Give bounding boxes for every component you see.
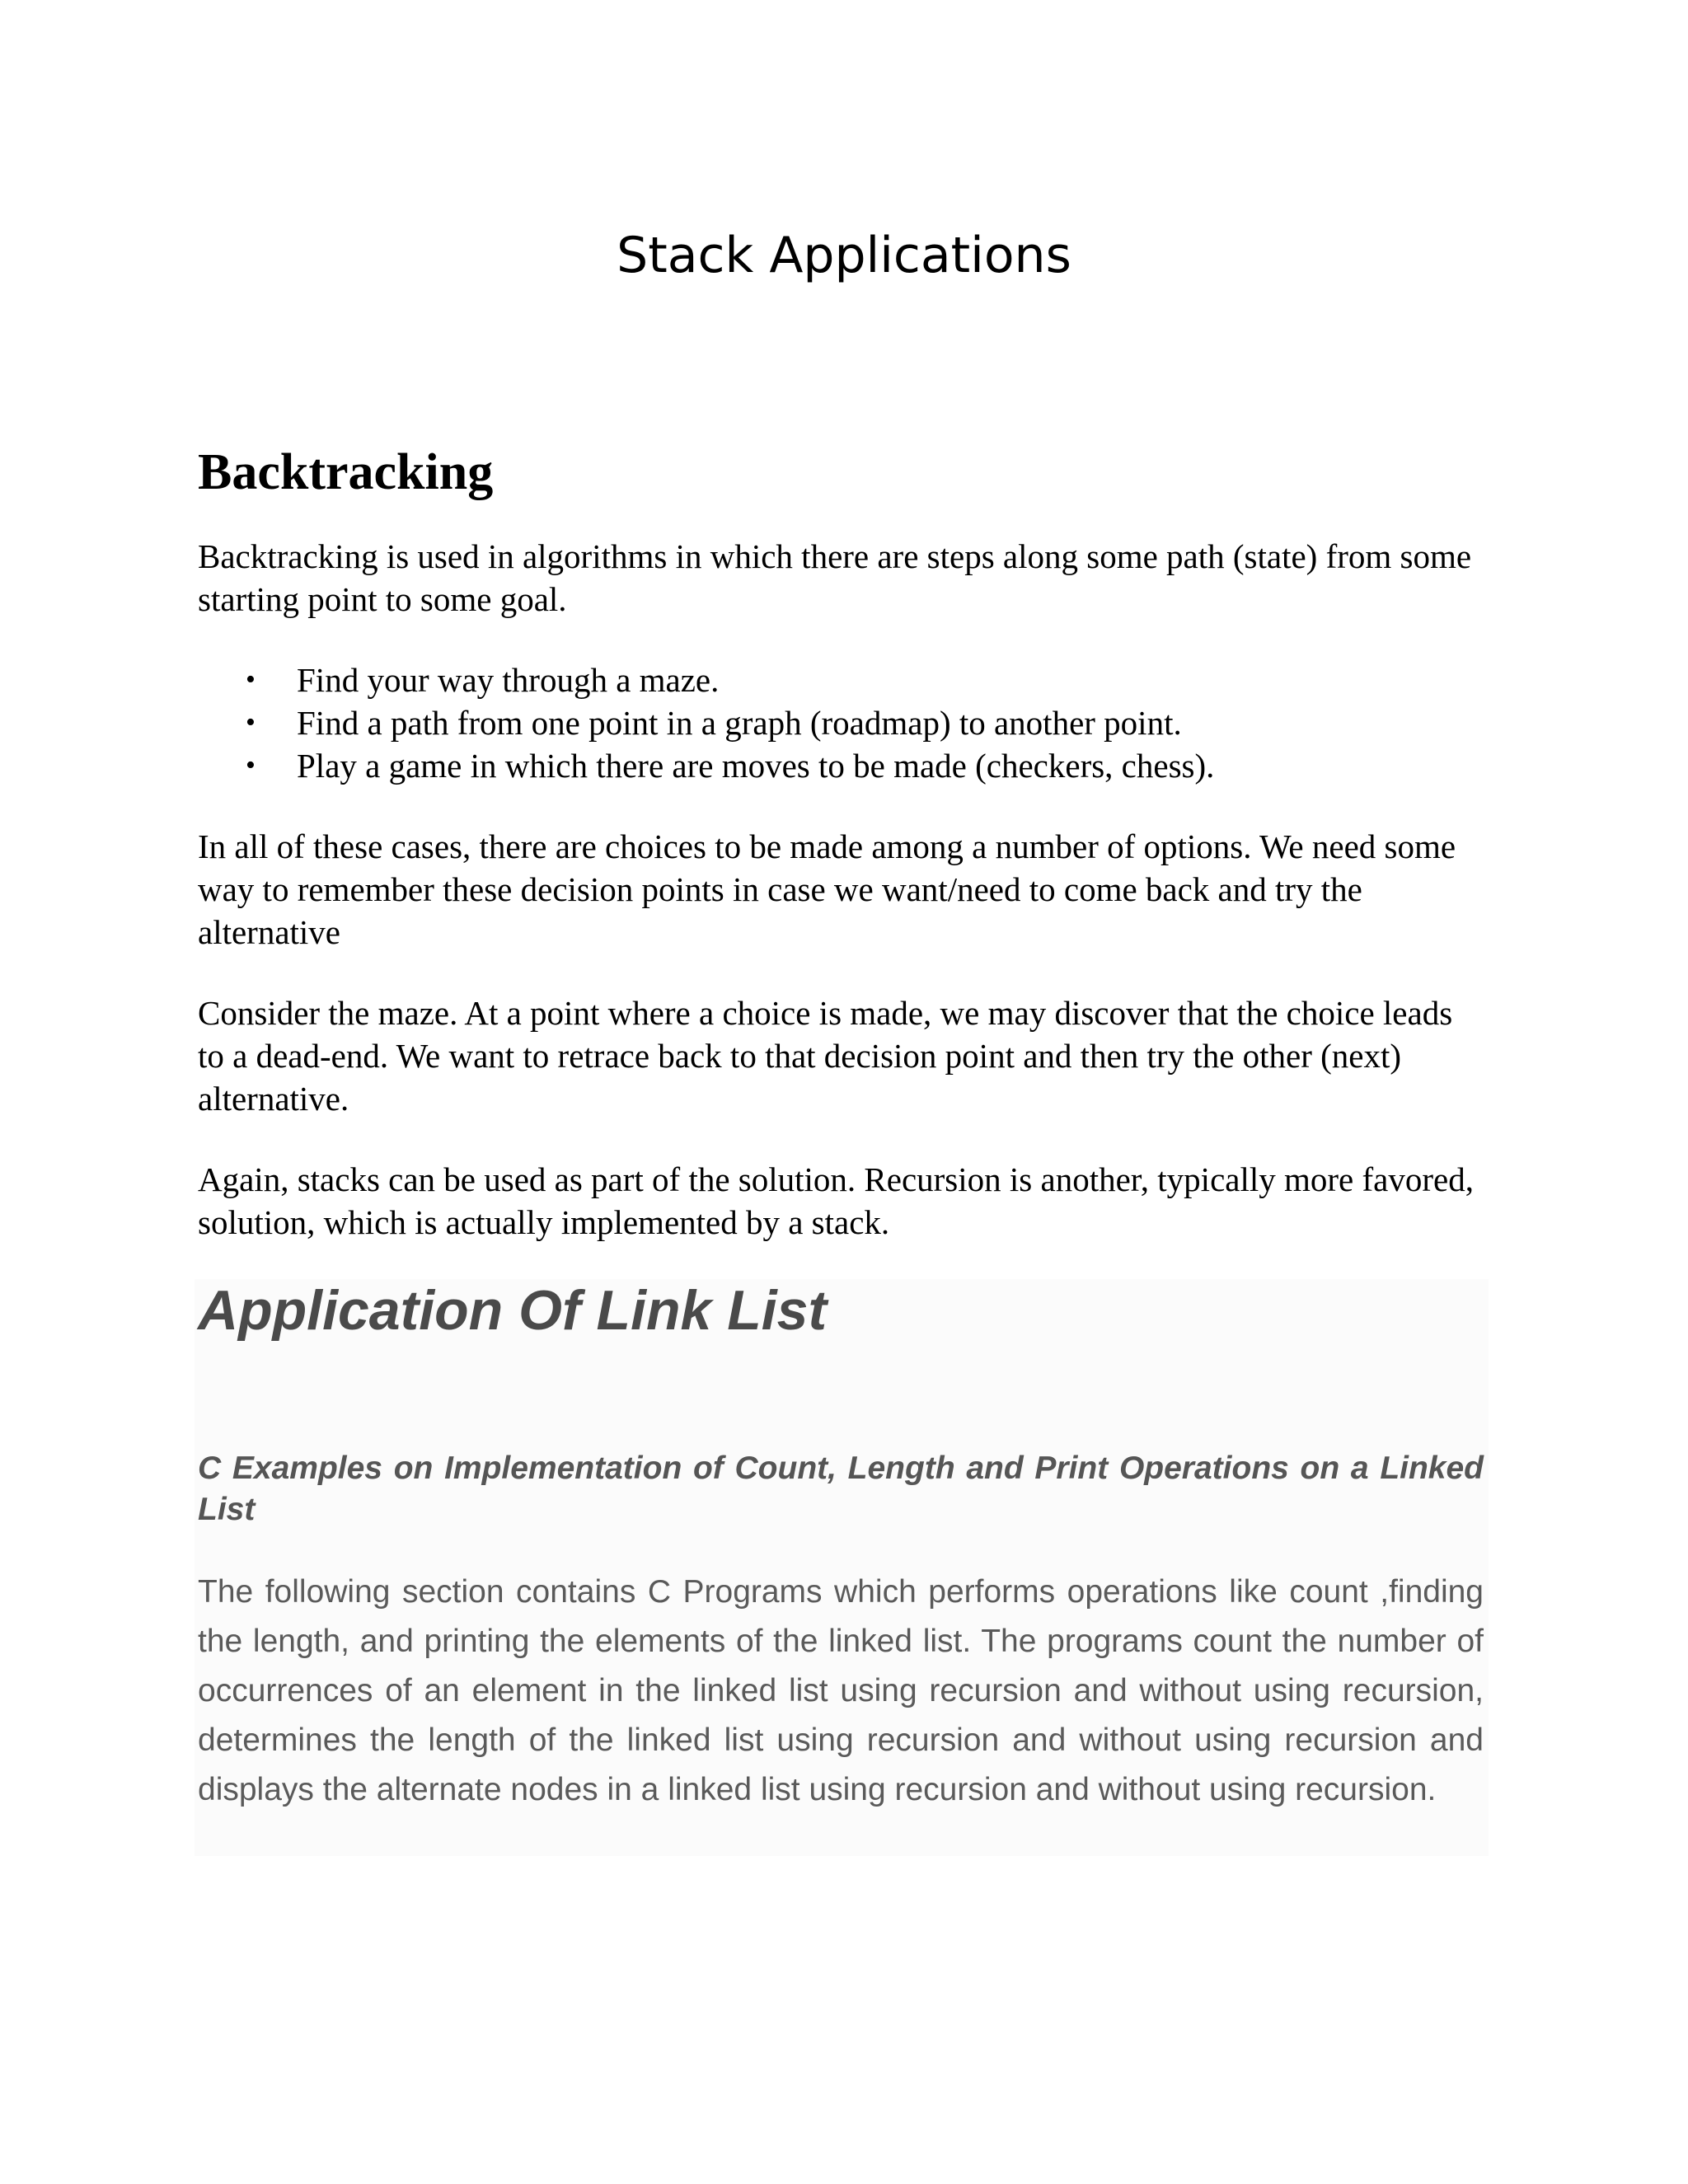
list-item xyxy=(198,701,1484,744)
backtracking-examples-list xyxy=(198,658,1484,787)
bullet-icon: • xyxy=(246,750,256,781)
linked-list-body-paragraph: The following section contains C Programs which performs operations like count ,finding the length, and printing the elements of the linked list. The programs count the number of occurrences of an element in the linked list using recursion and without using recursion, determines the length of the linked list using recursion and without using recursion and displays the alternate nodes in a linked list using recursion and without using recursion. xyxy=(198,1574,1484,1807)
backtracking-heading: Backtracking xyxy=(198,444,494,500)
linked-list-subheading: C Examples on Implementation of Count, Length and Print Operations on a Linked List xyxy=(198,1451,1484,1527)
list-item xyxy=(198,744,1484,787)
backtracking-section xyxy=(198,443,1484,1282)
backtracking-intro-paragraph: Backtracking is used in algorithms in which there are steps along some path (state) from some starting point to some goal. xyxy=(198,537,1472,619)
bullet-icon: • xyxy=(246,707,256,738)
choices-paragraph: In all of these cases, there are choices to be made among a number of options. We need some way to remember these decision points in case we want/need to come back and try the alternative xyxy=(198,827,1456,952)
list-item-text: Play a game in which there are moves to be made (checkers, chess). xyxy=(297,747,1215,785)
list-item-text: Find your way through a maze. xyxy=(297,661,720,700)
maze-paragraph: Consider the maze. At a point where a choice is made, we may discover that the choice leads to a dead-end. We want to retrace back to that decision point and then try the other (next) alternative. xyxy=(198,994,1453,1118)
list-item xyxy=(198,658,1484,701)
stacks-recursion-paragraph: Again, stacks can be used as part of the solution. Recursion is another, typically more favored, solution, which is actually implemented by a stack. xyxy=(198,1160,1474,1242)
page-title: Stack Applications xyxy=(617,227,1071,284)
bullet-icon: • xyxy=(246,664,256,696)
list-item-text: Find a path from one point in a graph (roadmap) to another point. xyxy=(297,704,1182,743)
linked-list-heading: Application Of Link List xyxy=(198,1279,828,1342)
